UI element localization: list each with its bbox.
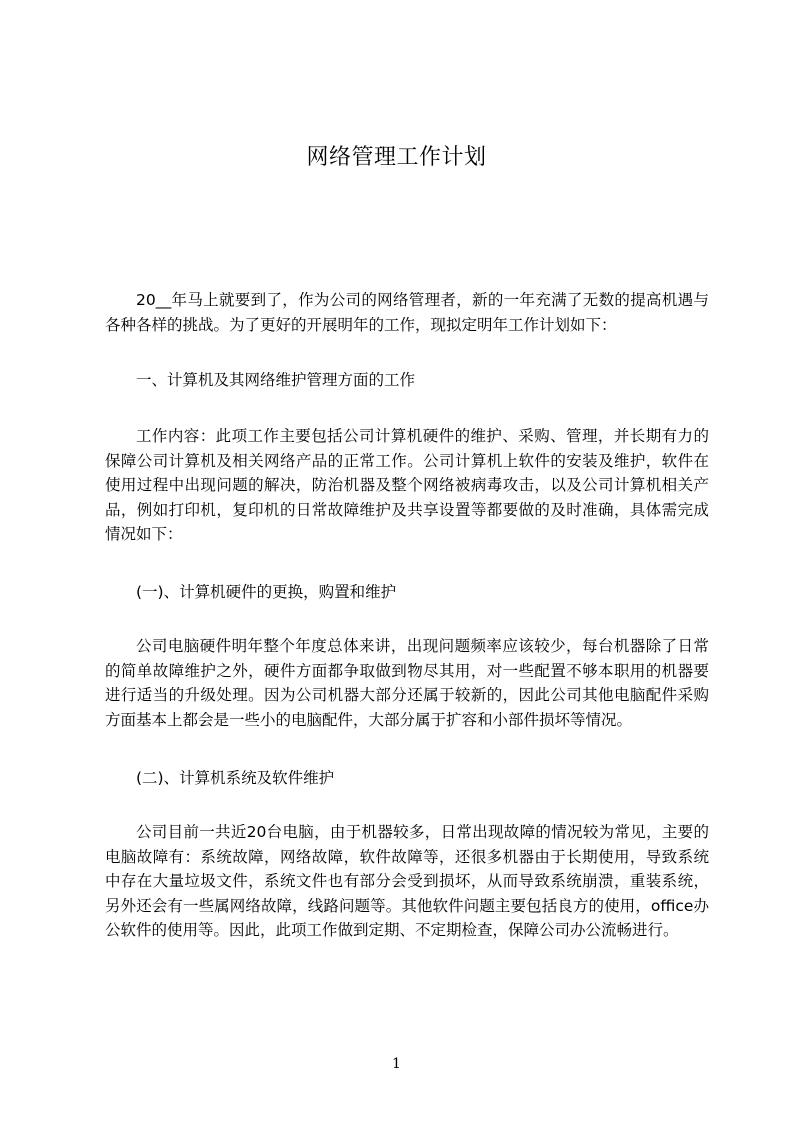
subsection-heading-software: (二)、计算机系统及软件维护	[136, 769, 335, 787]
subsection-heading-hardware: (一)、计算机硬件的更换，购置和维护	[136, 583, 397, 601]
section-heading-1: 一、计算机及其网络维护管理方面的工作	[136, 371, 416, 389]
page-number: 1	[392, 1056, 401, 1072]
document-title: 网络管理工作计划	[306, 145, 487, 170]
intro-paragraph: 20__年马上就要到了，作为公司的网络管理者，新的一年充满了无数的提高机遇与各种各样的挑战。为了更好的开展明年的工作，现拟定明年工作计划如下：	[105, 291, 709, 334]
software-paragraph: 公司目前一共近20台电脑，由于机器较多，日常出现故障的情况较为常见，主要的电脑故障有：系统故障，网络故障，软件故障等，还很多机器由于长期使用，导致系统中存在大量垃圾文件，系统文件也有部分会受到损坏，从而导致系统崩溃，重装系统，另外还会有一些属网络故障，线路问题等。其他软件问题主要包括良方的使用，office办公软件的使用等。因此，此项工作做到定期、不定期检查，保障公司办公流畅进行。	[105, 823, 709, 939]
hardware-paragraph: 公司电脑硬件明年整个年度总体来讲，出现问题频率应该较少，每台机器除了日常的简单故障维护之外，硬件方面都争取做到物尽其用，对一些配置不够本职用的机器要进行适当的升级处理。因为公司机器大部分还属于较新的，因此公司其他电脑配件采购方面基本上都会是一些小的电脑配件，大部分属于扩容和小部件损坏等情况。	[105, 637, 709, 729]
work-content-paragraph: 工作内容：此项工作主要包括公司计算机硬件的维护、采购、管理，并长期有力的保障公司计算机及相关网络产品的正常工作。公司计算机上软件的安装及维护，软件在使用过程中出现问题的解决，防治机器及整个网络被病毒攻击，以及公司计算机相关产品，例如打印机，复印机的日常故障维护及共享设置等都要做的及时准确，具体需完成情况如下：	[105, 427, 709, 543]
